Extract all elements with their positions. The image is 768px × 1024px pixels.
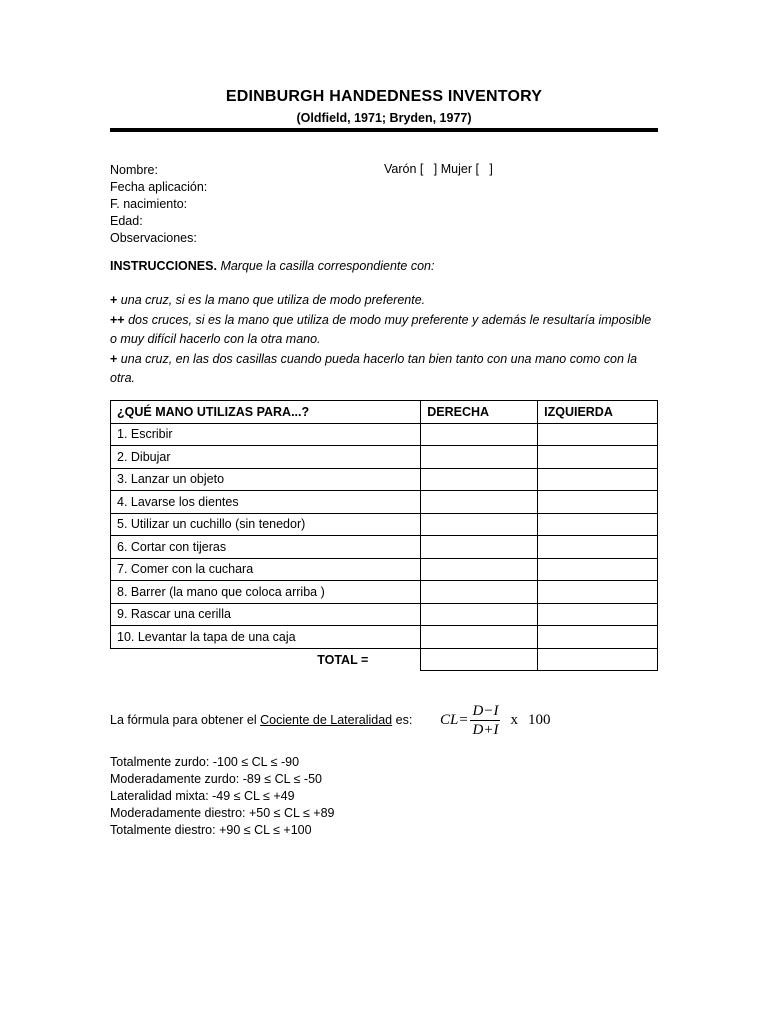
left-hand-cell[interactable] xyxy=(538,558,658,581)
header-left: IZQUIERDA xyxy=(538,401,658,424)
formula-numerator: D−I xyxy=(472,702,499,719)
right-hand-cell[interactable] xyxy=(421,558,538,581)
total-row xyxy=(111,648,658,671)
left-hand-cell[interactable] xyxy=(538,491,658,514)
formula-description xyxy=(110,713,412,727)
left-hand-cell[interactable] xyxy=(538,513,658,536)
page-title: EDINBURGH HANDEDNESS INVENTORY xyxy=(225,88,543,105)
left-hand-cell[interactable] xyxy=(538,581,658,604)
note-item xyxy=(110,311,658,350)
table-row xyxy=(111,446,658,469)
age-label: Edad: xyxy=(110,214,143,228)
table-row xyxy=(111,626,658,649)
laterality-scale xyxy=(110,754,335,839)
instructions-text: Marque la casilla correspondiente con: xyxy=(220,259,435,273)
note-text: una cruz, si es la mano que utiliza de modo preferente. xyxy=(117,293,426,307)
instructions-heading xyxy=(110,259,434,273)
formula-multiplier: x xyxy=(510,711,518,728)
right-hand-cell[interactable] xyxy=(421,603,538,626)
table-row xyxy=(111,423,658,446)
header-question: ¿QUÉ MANO UTILIZAS PARA...? xyxy=(111,401,421,424)
right-hand-cell[interactable] xyxy=(421,446,538,469)
right-hand-cell[interactable] xyxy=(421,468,538,491)
formula-denominator: D+I xyxy=(472,721,499,738)
formula-text-before: La fórmula para obtener el xyxy=(110,713,261,727)
scale-item: Lateralidad mixta: -49 ≤ CL ≤ +49 xyxy=(110,789,295,803)
laterality-formula xyxy=(440,700,550,740)
observations-label: Observaciones: xyxy=(110,231,197,245)
sex-field-label: Varón [ ] Mujer [ ] xyxy=(384,162,493,176)
note-item xyxy=(110,291,658,311)
note-text: una cruz, en las dos casillas cuando pueda hacerlo tan bien tanto con una mano como con la otra. xyxy=(110,351,638,385)
name-field-label: Nombre: xyxy=(110,163,158,177)
table-row xyxy=(111,581,658,604)
right-hand-cell[interactable] xyxy=(421,513,538,536)
right-hand-cell[interactable] xyxy=(421,581,538,604)
left-hand-cell[interactable] xyxy=(538,626,658,649)
right-hand-cell[interactable] xyxy=(421,536,538,559)
formula-factor: 100 xyxy=(527,711,551,728)
left-hand-cell[interactable] xyxy=(538,446,658,469)
right-hand-cell[interactable] xyxy=(421,423,538,446)
left-hand-cell[interactable] xyxy=(538,468,658,491)
activity-label: 6. Cortar con tijeras xyxy=(111,536,421,559)
instructions-notes xyxy=(110,291,658,389)
formula-term: Cociente de Lateralidad xyxy=(260,713,393,727)
activity-label: 4. Lavarse los dientes xyxy=(111,491,421,514)
date-applied-label: Fecha aplicación: xyxy=(110,180,208,194)
scale-item: Moderadamente diestro: +50 ≤ CL ≤ +89 xyxy=(110,806,335,820)
header-right: DERECHA xyxy=(421,401,538,424)
left-hand-cell[interactable] xyxy=(538,603,658,626)
scale-item: Totalmente zurdo: -100 ≤ CL ≤ -90 xyxy=(110,755,300,769)
page-subtitle: (Oldfield, 1971; Bryden, 1977) xyxy=(296,111,472,125)
note-symbol: + xyxy=(110,351,118,366)
activity-label: 2. Dibujar xyxy=(111,446,421,469)
title-divider xyxy=(110,128,658,132)
right-hand-cell[interactable] xyxy=(421,491,538,514)
table-row xyxy=(111,513,658,536)
note-text: dos cruces, si es la mano que utiliza de modo muy preferente y además le resultaría imposible o muy difícil hacerlo con la otra mano. xyxy=(110,312,652,346)
table-row xyxy=(111,558,658,581)
total-label: TOTAL = xyxy=(111,648,421,671)
activity-label: 9. Rascar una cerilla xyxy=(111,603,421,626)
right-hand-cell[interactable] xyxy=(421,626,538,649)
birth-date-label: F. nacimiento: xyxy=(110,197,188,211)
note-symbol: ++ xyxy=(110,312,125,327)
note-item xyxy=(110,350,658,389)
instructions-label: INSTRUCCIONES. xyxy=(110,259,217,273)
formula-text-after: es: xyxy=(392,713,413,727)
left-hand-cell[interactable] xyxy=(538,536,658,559)
scale-item: Totalmente diestro: +90 ≤ CL ≤ +100 xyxy=(110,823,312,837)
activity-label: 8. Barrer (la mano que coloca arriba ) xyxy=(111,581,421,604)
table-row xyxy=(111,491,658,514)
activity-label: 3. Lanzar un objeto xyxy=(111,468,421,491)
handedness-table xyxy=(110,400,658,671)
formula-fraction xyxy=(470,703,500,738)
scale-item: Moderadamente zurdo: -89 ≤ CL ≤ -50 xyxy=(110,772,322,786)
activity-label: 7. Comer con la cuchara xyxy=(111,558,421,581)
total-right-cell[interactable] xyxy=(421,648,538,671)
left-hand-cell[interactable] xyxy=(538,423,658,446)
formula-lhs: CL= xyxy=(440,711,469,728)
activity-label: 10. Levantar la tapa de una caja xyxy=(111,626,421,649)
note-symbol: + xyxy=(110,293,118,307)
table-header-row xyxy=(111,401,658,424)
activity-label: 1. Escribir xyxy=(111,423,421,446)
table-row xyxy=(111,468,658,491)
table-row xyxy=(111,603,658,626)
table-row xyxy=(111,536,658,559)
activity-label: 5. Utilizar un cuchillo (sin tenedor) xyxy=(111,513,421,536)
total-left-cell[interactable] xyxy=(538,648,658,671)
